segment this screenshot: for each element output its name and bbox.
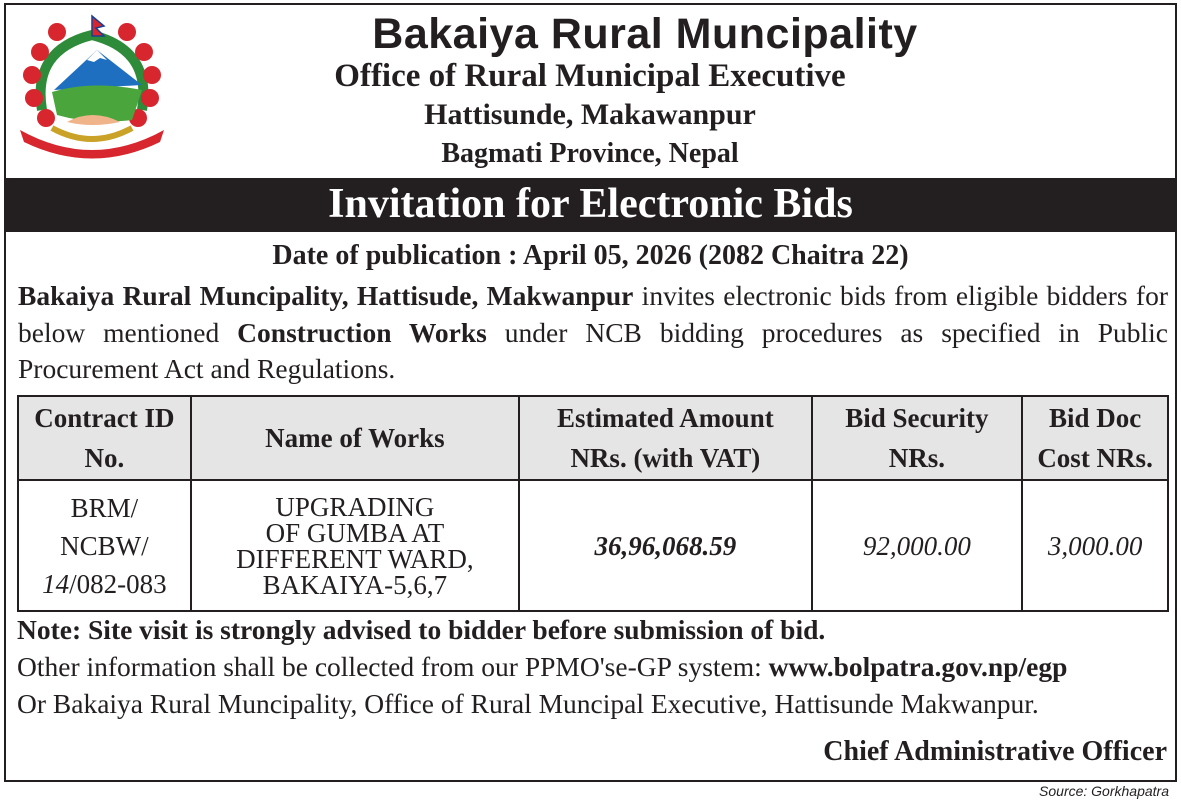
office-info: Or Bakaiya Rural Muncipality, Office of Rural Muncipal Executive, Hattisunde Makwanpur. — [17, 688, 1039, 719]
office-location: Hattisunde, Makawanpur — [424, 98, 756, 131]
intro-text: invites electronic bids from eligible bidders for below mentioned — [18, 280, 1168, 348]
table-header-row — [18, 396, 1168, 480]
notice-banner: Invitation for Electronic Bids — [6, 178, 1175, 232]
col-name-of-works: Name of Works — [191, 396, 519, 480]
col-bid-doc-cost: Bid Doc Cost NRs. — [1022, 396, 1168, 480]
office-name: Office of Rural Municipal Executive — [334, 58, 846, 94]
security-cell: 92,000.00 — [812, 480, 1023, 611]
works-name-cell: UPGRADING OF GUMBA AT DIFFERENT WARD, BAKAIYA-5,6,7 — [191, 480, 519, 611]
table-row — [18, 480, 1168, 611]
intro-bold-municipality: Bakaiya Rural Muncipality, Hattisude, Makwanpur — [18, 280, 634, 311]
intro-text: under NCB bidding procedures as specified in Public Procurement Act and Regulations. — [18, 316, 1168, 384]
amount-cell: 36,96,068.59 — [519, 480, 811, 611]
egp-link[interactable]: www.bolpatra.gov.np/egp — [768, 651, 1068, 682]
col-bid-security: Bid Security NRs. — [812, 396, 1023, 480]
municipality-title: Bakaiya Rural Muncipality — [372, 10, 918, 58]
contract-id-cell: BRM/ NCBW/ 14/082-083 — [18, 480, 191, 611]
province: Bagmati Province, Nepal — [441, 138, 739, 169]
intro-bold-works: Construction Works — [237, 316, 487, 348]
publication-date: Date of publication : April 05, 2026 (2082 Chaitra 22) — [272, 240, 909, 271]
egp-info-text: Other information shall be collected from our PPMO'se-GP system: — [17, 651, 769, 682]
signatory: Chief Administrative Officer — [823, 736, 1167, 767]
source-credit: Source: Gorkhapatra — [1039, 783, 1169, 799]
intro-paragraph — [18, 278, 1168, 388]
col-contract-id: Contract ID No. — [18, 396, 191, 480]
nepal-emblem-icon — [12, 10, 172, 166]
bids-table — [17, 395, 1169, 612]
doc-cost-cell: 3,000.00 — [1022, 480, 1168, 611]
col-estimated-amount: Estimated Amount NRs. (with VAT) — [519, 396, 811, 480]
site-visit-note: Note: Site visit is strongly advised to bidder before submission of bid. — [17, 614, 826, 645]
egp-info — [17, 651, 1067, 683]
